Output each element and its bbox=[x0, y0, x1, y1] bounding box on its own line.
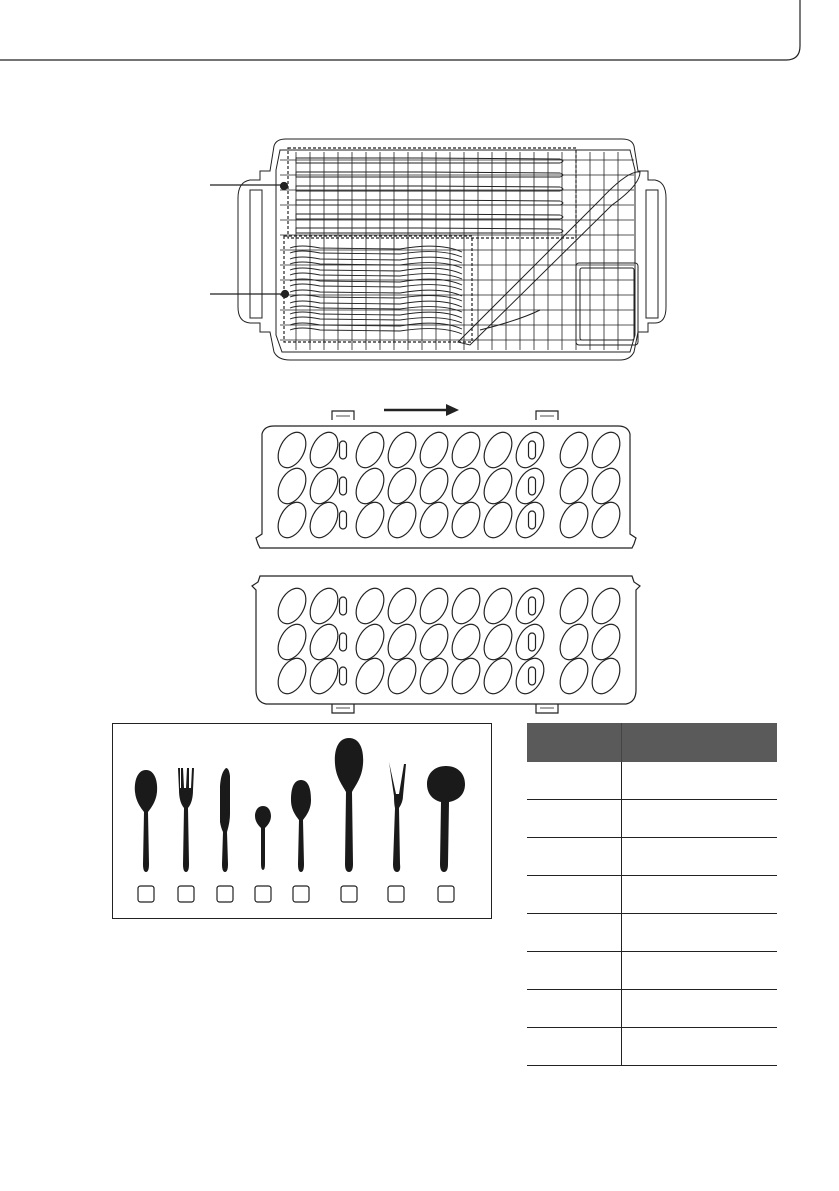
table-row bbox=[527, 914, 777, 952]
table-row bbox=[527, 876, 777, 914]
utensil-table bbox=[527, 723, 777, 1066]
basket-grid bbox=[280, 152, 634, 350]
upper-cutlery-items bbox=[296, 158, 563, 233]
utensil-checkbox-5[interactable] bbox=[293, 886, 309, 902]
callout-lower bbox=[210, 291, 289, 298]
utensil-checkbox-2[interactable] bbox=[178, 886, 194, 902]
table-row bbox=[527, 952, 777, 990]
dessert-spoon-icon bbox=[291, 780, 311, 872]
serving-fork-icon bbox=[389, 762, 406, 872]
table-row bbox=[527, 1028, 777, 1066]
teaspoon-icon bbox=[135, 770, 157, 872]
utensil-checkbox-4[interactable] bbox=[255, 886, 271, 902]
utensil-legend bbox=[112, 723, 492, 919]
utensil-checkbox-6[interactable] bbox=[341, 886, 357, 902]
table-header-1 bbox=[527, 723, 621, 762]
serving-spoon-icon bbox=[335, 738, 363, 872]
fork-icon bbox=[178, 768, 194, 872]
upper-cutlery-zone bbox=[288, 148, 576, 238]
utensil-checkbox-8[interactable] bbox=[438, 886, 454, 902]
direction-arrow-icon bbox=[384, 404, 459, 416]
cutlery-tray-top bbox=[256, 411, 636, 548]
table-row bbox=[527, 800, 777, 838]
utensil-checkbox-7[interactable] bbox=[388, 886, 404, 902]
table-row bbox=[527, 762, 777, 800]
utensil-checkbox-3[interactable] bbox=[217, 886, 233, 902]
table-row bbox=[527, 990, 777, 1028]
ladle-icon bbox=[427, 766, 465, 872]
table-header-2 bbox=[621, 723, 777, 762]
knife-icon bbox=[220, 768, 230, 872]
utensil-checkbox-1[interactable] bbox=[138, 886, 154, 902]
table-row bbox=[527, 838, 777, 876]
small-item-bin bbox=[576, 263, 638, 345]
cutlery-tray-bottom bbox=[252, 576, 640, 713]
coffee-spoon-icon bbox=[255, 806, 271, 870]
